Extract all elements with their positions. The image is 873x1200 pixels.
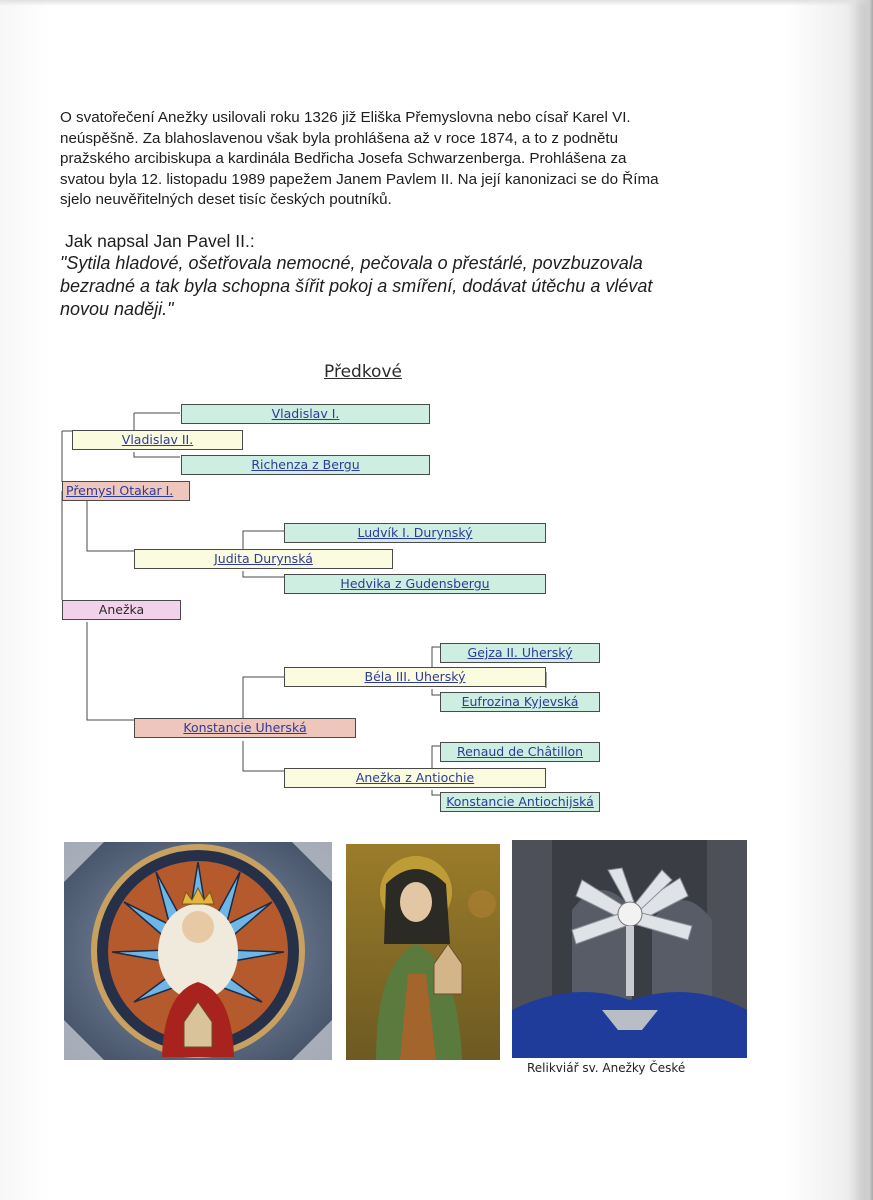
tree-node-label[interactable]: Eufrozina Kyjevská <box>461 694 579 709</box>
paragraph-line: pražského arcibiskupa a kardinála Bedřicha Josefa Schwarzenberga. Prohlášena za <box>60 150 627 167</box>
tree-node-label[interactable]: Vladislav II. <box>121 432 194 447</box>
reliquary-caption: Relikviář sv. Anežky České <box>527 1061 686 1075</box>
tree-node-label[interactable]: Anežka z Antiochie <box>355 770 475 785</box>
tree-node-konstancie-uherska[interactable] <box>134 718 356 738</box>
tree-node-label[interactable]: Ludvík I. Durynský <box>357 525 473 540</box>
quote-intro: Jak napsal Jan Pavel II.: <box>65 231 255 251</box>
tree-node-label[interactable]: Judita Durynská <box>214 551 313 566</box>
tree-node-hedvika[interactable] <box>284 574 546 594</box>
tree-node-gejza[interactable] <box>440 643 600 663</box>
tree-node-anezka-z-antiochie[interactable] <box>284 768 546 788</box>
stained-glass-image <box>64 842 332 1060</box>
tree-node-bela[interactable] <box>284 667 546 687</box>
quote-line: "Sytila hladové, ošetřovala nemocné, pečovala o přestárlé, povzbuzovala <box>60 253 643 273</box>
quote-line: novou naději." <box>60 299 174 319</box>
paragraph-line: svatou byla 12. listopadu 1989 papežem Janem Pavlem II. Na její kanonizaci se do Říma <box>60 170 659 188</box>
tree-node-vladislav-i[interactable] <box>181 404 430 424</box>
tree-node-label[interactable]: Hedvika z Gudensbergu <box>340 576 490 591</box>
saint-painting-image <box>346 844 500 1060</box>
tree-node-eufrozina[interactable] <box>440 692 600 712</box>
paragraph-line: sjelo neuvěřitelných deset tisíc českých poutníků. <box>60 191 392 208</box>
tree-node-label[interactable]: Přemysl Otakar I. <box>66 483 174 498</box>
quote-line: bezradné a tak byla schopna šířit pokoj a smíření, dodávat útěchu a vlévat <box>60 276 653 296</box>
paragraph-line: O svatořečení Anežky usilovali roku 1326 již Eliška Přemyslovna nebo císař Karel VI. <box>60 109 631 126</box>
paragraph-line: neúspěšně. Za blahoslavenou však byla prohlášena až v roce 1874, a to z podnětu <box>60 129 619 147</box>
tree-node-label: Anežka <box>98 602 145 617</box>
reliquary-image <box>512 840 747 1058</box>
tree-node-richenza[interactable] <box>181 455 430 475</box>
tree-node-ludvik[interactable] <box>284 523 546 543</box>
tree-node-renaud[interactable] <box>440 742 600 762</box>
tree-node-premysl-otakar[interactable] <box>62 481 190 501</box>
tree-node-label[interactable]: Richenza z Bergu <box>251 457 360 472</box>
tree-node-anezka <box>62 600 181 620</box>
tree-node-label[interactable]: Vladislav I. <box>271 406 340 421</box>
tree-node-label[interactable]: Konstancie Uherská <box>183 720 307 735</box>
tree-node-label[interactable]: Renaud de Châtillon <box>456 744 584 759</box>
tree-node-judita[interactable] <box>134 549 393 569</box>
tree-node-label[interactable]: Gejza II. Uherský <box>467 645 573 660</box>
tree-node-label[interactable]: Konstancie Antiochijská <box>446 794 594 809</box>
tree-node-vladislav-ii[interactable] <box>72 430 243 450</box>
tree-node-label[interactable]: Béla III. Uherský <box>364 669 466 684</box>
family-tree-title: Předkové <box>324 362 402 382</box>
tree-node-konstancie-antiochijska[interactable] <box>440 792 600 812</box>
